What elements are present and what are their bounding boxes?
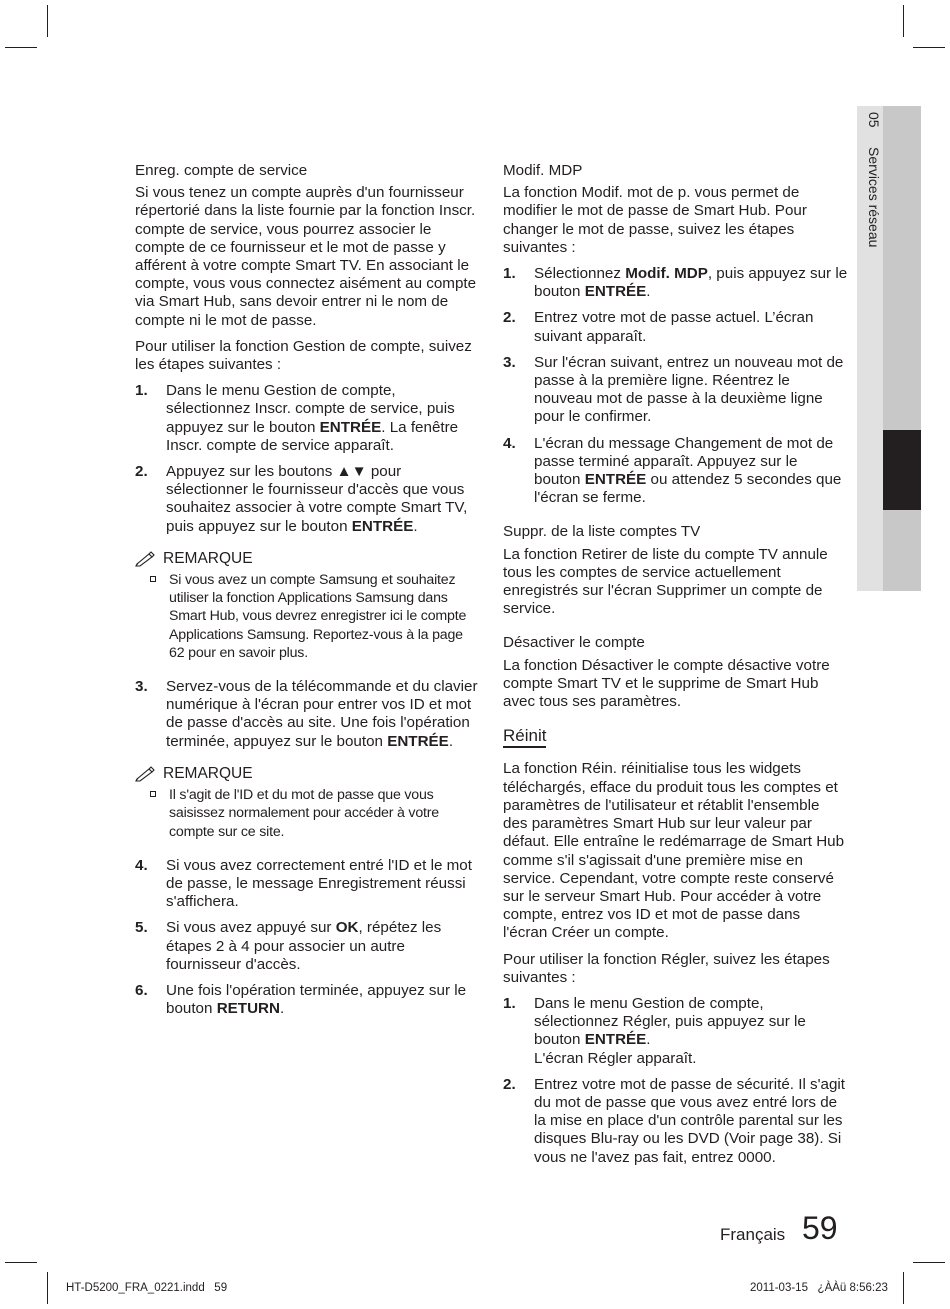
note-text: Si vous avez un compte Samsung et souhaitez utiliser la fonction Applications Samsung dans Smart Hub, vous devrez enregistrer ici le compte Applications Samsung. Reportez-vous à la page 62 pour en savoir plus. bbox=[169, 572, 467, 661]
step-number: 1. bbox=[503, 265, 516, 283]
button-name: ENTRÉE bbox=[351, 517, 414, 535]
note-header bbox=[135, 550, 480, 568]
list-item bbox=[135, 982, 480, 1018]
list-item bbox=[503, 354, 848, 427]
step-number: 2. bbox=[503, 309, 516, 327]
list-item bbox=[135, 857, 480, 912]
step-text: . bbox=[279, 1000, 285, 1018]
crop-mark bbox=[913, 1262, 945, 1263]
crop-mark bbox=[5, 1262, 37, 1263]
paragraph: La fonction Désactiver le compte désactive votre compte Smart TV et le supprime de Smart Hub avec tous ses paramètres. bbox=[503, 656, 830, 711]
print-slug-date: 2011-03-15 ¿ÀÀü 8:56:23 bbox=[750, 1282, 888, 1294]
note-text: Il s'agit de l'ID et du mot de passe que vous saisissez normalement pour accéder à votre compte sur ce site. bbox=[169, 787, 439, 840]
pencil-note-icon bbox=[135, 551, 157, 567]
step-text: L'écran du message Changement de mot de passe terminé apparaît. Appuyez sur le bouton bbox=[534, 434, 834, 489]
step-number: 1. bbox=[135, 382, 148, 400]
button-name: ENTRÉE bbox=[584, 1031, 647, 1049]
square-bullet-icon bbox=[150, 576, 156, 582]
step-text: . bbox=[646, 283, 651, 301]
step-text: . bbox=[646, 1031, 651, 1049]
step-text: Si vous avez correctement entré l'ID et le mot de passe, le message Enregistrement réussi s'affichera. bbox=[166, 856, 472, 911]
steps-list bbox=[135, 857, 480, 1019]
button-name: ENTRÉE bbox=[584, 283, 647, 301]
square-bullet-icon bbox=[150, 791, 156, 797]
step-number: 2. bbox=[503, 1075, 516, 1093]
step-text: Si vous avez appuyé sur bbox=[166, 919, 336, 937]
note-item bbox=[135, 571, 480, 662]
step-text: . bbox=[413, 517, 418, 535]
list-item bbox=[135, 382, 480, 455]
button-name: ENTRÉE bbox=[584, 471, 647, 489]
note-title: REMARQUE bbox=[163, 764, 253, 782]
step-number: 4. bbox=[503, 434, 516, 452]
step-number: 1. bbox=[503, 994, 516, 1012]
section-title: Réinit bbox=[503, 727, 546, 748]
chapter-label bbox=[860, 112, 882, 247]
list-item bbox=[503, 309, 848, 345]
left-column bbox=[135, 162, 480, 1026]
step-text: , puis appuyez sur le bouton bbox=[534, 265, 848, 301]
step-text: Sélectionnez bbox=[534, 265, 626, 283]
pencil-note-icon bbox=[135, 766, 157, 782]
section-heading: Enreg. compte de service bbox=[135, 162, 308, 179]
step-number: 4. bbox=[135, 856, 148, 874]
step-number: 2. bbox=[135, 463, 148, 481]
step-text: ou attendez 5 secondes que l'écran se ferme. bbox=[534, 471, 842, 507]
paragraph: Pour utiliser la fonction Régler, suivez les étapes suivantes : bbox=[503, 950, 830, 986]
step-text: . La fenêtre Inscr. compte de service apparaît. bbox=[166, 418, 459, 454]
note-header bbox=[135, 765, 480, 783]
chapter-number: 05 bbox=[866, 112, 882, 128]
section-heading: Suppr. de la liste comptes TV bbox=[503, 523, 701, 541]
steps-list bbox=[135, 678, 480, 751]
chapter-tab-marker bbox=[883, 430, 921, 510]
section-heading: Désactiver le compte bbox=[503, 634, 645, 652]
step-text: Une fois l'opération terminée, appuyez sur le bouton bbox=[166, 981, 467, 1018]
list-item bbox=[503, 995, 848, 1068]
step-text: L'écran Régler apparaît. bbox=[534, 1049, 697, 1067]
button-name: OK bbox=[335, 919, 359, 937]
paragraph: Pour utiliser la fonction Gestion de compte, suivez les étapes suivantes : bbox=[135, 337, 472, 374]
list-item bbox=[503, 1076, 848, 1167]
paragraph: La fonction Modif. mot de p. vous permet de modifier le mot de passe de Smart Hub. Pour changer le mot de passe, suivez les étapes suivantes : bbox=[503, 184, 807, 256]
step-text: Appuyez sur les boutons ▲▼ pour sélectionner le fournisseur d'accès que vous souhaitez associer à votre compte Smart TV, puis appuyez sur le bouton bbox=[166, 463, 468, 535]
menu-name: Modif. MDP bbox=[625, 265, 708, 283]
chapter-title: Services réseau bbox=[866, 147, 882, 248]
steps-list bbox=[135, 382, 480, 536]
step-number: 5. bbox=[135, 919, 148, 937]
crop-mark bbox=[903, 1272, 904, 1304]
crop-mark bbox=[903, 5, 904, 37]
step-text: Dans le menu Gestion de compte, sélectionnez Inscr. compte de service, puis appuyez sur le bouton bbox=[166, 382, 455, 436]
step-text: Entrez votre mot de passe actuel. L’écran suivant apparaît. bbox=[534, 309, 814, 345]
step-text: Sur l'écran suivant, entrez un nouveau mot de passe à la première ligne. Réentrez le nouveau mot de passe à la deuxième ligne pour le confirmer. bbox=[534, 353, 844, 426]
step-text: Dans le menu Gestion de compte, sélectionnez Régler, puis appuyez sur le bouton bbox=[534, 994, 806, 1049]
page-number: 59 bbox=[802, 1210, 838, 1246]
step-number: 3. bbox=[503, 353, 516, 371]
crop-mark bbox=[47, 1272, 48, 1304]
step-number: 6. bbox=[135, 981, 148, 999]
note-box bbox=[135, 765, 480, 841]
list-item bbox=[135, 919, 480, 974]
button-name: ENTRÉE bbox=[387, 732, 449, 750]
step-text: Servez-vous de la télécommande et du clavier numérique à l'écran pour entrer vos ID et mot de passe d'accès au site. Une fois l'opération terminée, appuyez sur le bouton bbox=[166, 678, 478, 750]
steps-list bbox=[503, 995, 848, 1167]
paragraph: La fonction Retirer de liste du compte TV annule tous les comptes de service actuellement enregistrés sur l'écran Supprimer un compte de service. bbox=[503, 545, 828, 618]
right-column bbox=[503, 162, 848, 1175]
note-item bbox=[135, 786, 480, 841]
button-name: RETURN bbox=[216, 1000, 280, 1018]
list-item bbox=[503, 265, 848, 301]
crop-mark bbox=[913, 47, 945, 48]
section-heading: Modif. MDP bbox=[503, 162, 583, 179]
footer-language: Français bbox=[720, 1225, 786, 1244]
steps-list bbox=[503, 265, 848, 507]
note-title: REMARQUE bbox=[163, 549, 253, 567]
crop-mark bbox=[47, 5, 48, 37]
button-name: ENTRÉE bbox=[319, 418, 382, 436]
note-box bbox=[135, 550, 480, 662]
crop-mark bbox=[5, 47, 37, 48]
paragraph: Si vous tenez un compte auprès d'un fournisseur répertorié dans la liste fournie par la fonction Inscr. compte de service, vous pourrez associer le compte de ce fournisseur et le mot de passe y afférent à votre compte Smart TV. En associant le compte, vous vous connectez aisément au compte via Smart Hub, sans devoir entrer ni le nom de compte ni le mot de passe. bbox=[135, 184, 477, 329]
list-item bbox=[135, 463, 480, 536]
step-number: 3. bbox=[135, 678, 148, 696]
step-text: . bbox=[448, 732, 454, 750]
list-item bbox=[135, 678, 480, 751]
list-item bbox=[503, 435, 848, 508]
print-slug-file: HT-D5200_FRA_0221.indd 59 bbox=[66, 1282, 228, 1294]
paragraph: La fonction Réin. réinitialise tous les widgets téléchargés, efface du produit tous les comptes et paramètres de l'utilisateur et rétablit l'ensemble des paramètres Smart Hub sur leur valeur par défaut. Elle entraîne le redémarrage de Smart Hub comme s'il s'agissait d'une première mise en service. Cependant, votre compte reste conservé sur le serveur Smart Hub. Pour accéder à votre compte, entrez vos ID et mot de passe dans l'écran Créer un compte. bbox=[503, 760, 845, 942]
step-text: Entrez votre mot de passe de sécurité. Il s'agit du mot de passe que vous avez entré lors de la mise en place d'un contrôle parental sur les disques Blu-ray ou les DVD (Voir page 38). Si vous ne l'avez pas fait, entrez 0000. bbox=[534, 1075, 846, 1166]
step-text: , répétez les étapes 2 à 4 pour associer un autre fournisseur d'accès. bbox=[166, 919, 442, 973]
